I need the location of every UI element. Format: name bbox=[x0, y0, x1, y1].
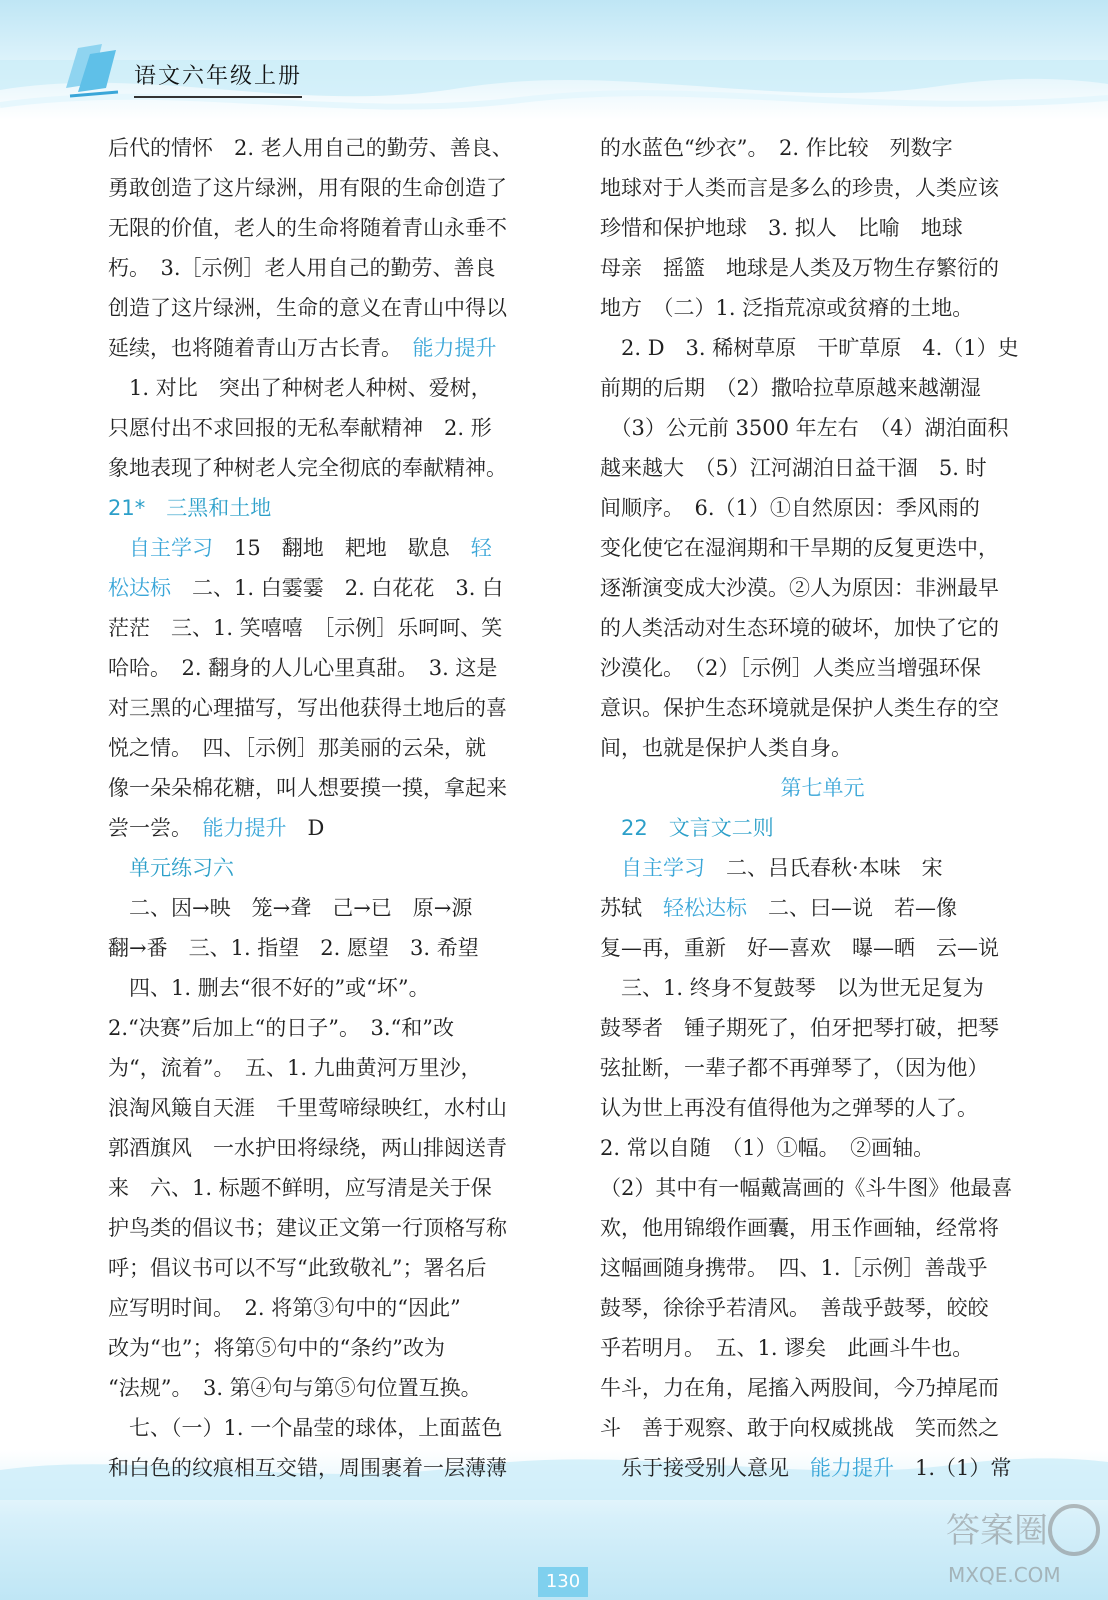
text-line bbox=[600, 1128, 1045, 1168]
answer-text: 牛斗，力在角，尾搐入两股间，今乃掉尾而 bbox=[600, 1376, 999, 1400]
answer-text: 茫茫 三、1. 笑嘻嘻 ［示例］乐呵呵、笑 bbox=[108, 616, 503, 640]
text-line bbox=[108, 648, 548, 688]
answer-text: （3）公元前 3500 年左右 （4）湖泊面积 bbox=[600, 416, 1009, 440]
text-line bbox=[108, 1008, 548, 1048]
text-line bbox=[108, 1128, 548, 1168]
text-line bbox=[108, 848, 548, 888]
lesson-heading: 22 文言文二则 bbox=[600, 816, 774, 840]
text-line bbox=[600, 608, 1045, 648]
text-line bbox=[600, 728, 1045, 768]
answer-text: 意识。保护生态环境就是保护人类生存的空 bbox=[600, 696, 999, 720]
lesson-heading: 单元练习六 bbox=[108, 856, 234, 880]
answer-text: 的人类活动对生态环境的破坏，加快了它的 bbox=[600, 616, 999, 640]
text-line bbox=[600, 1168, 1045, 1208]
answer-text: 延续，也将随着青山万古长青。 bbox=[108, 336, 392, 360]
answer-text: 来 六、1. 标题不鲜明，应写清是关于保 bbox=[108, 1176, 492, 1200]
text-line bbox=[600, 648, 1045, 688]
answer-text: 创造了这片绿洲，生命的意义在青山中得以 bbox=[108, 296, 507, 320]
answer-text: 逐渐演变成大沙漠。②人为原因：非洲最早 bbox=[600, 576, 999, 600]
text-line bbox=[600, 1048, 1045, 1088]
answer-text: 珍惜和保护地球 3. 拟人 比喻 地球 bbox=[600, 216, 963, 240]
answer-text: 地方 （二）1. 泛指荒凉或贫瘠的土地。 bbox=[600, 296, 974, 320]
text-line bbox=[600, 1208, 1045, 1248]
answer-text: 象地表现了种树老人完全彻底的奉献精神。 bbox=[108, 456, 507, 480]
text-line bbox=[108, 728, 548, 768]
text-line bbox=[108, 968, 548, 1008]
answer-text: 为“，流着”。 五、1. 九曲黄河万里沙， bbox=[108, 1056, 482, 1080]
answer-text: 浪淘风簸自天涯 千里莺啼绿映红，水村山 bbox=[108, 1096, 507, 1120]
text-line bbox=[108, 1168, 548, 1208]
text-line bbox=[108, 248, 548, 288]
text-line bbox=[600, 888, 1045, 928]
text-line bbox=[600, 168, 1045, 208]
text-line bbox=[108, 888, 548, 928]
text-line bbox=[600, 528, 1045, 568]
page-header bbox=[58, 38, 302, 98]
answer-text: 前期的后期 （2）撒哈拉草原越来越潮湿 bbox=[600, 376, 981, 400]
text-line bbox=[108, 328, 548, 368]
answer-text: 的水蓝色“纱衣”。 2. 作比较 列数字 bbox=[600, 136, 953, 160]
text-line bbox=[600, 1088, 1045, 1128]
answer-text: 四、1. 删去“很不好的”或“坏”。 bbox=[108, 976, 430, 1000]
answer-text: 弦扯断，一辈子都不再弹琴了，（因为他） bbox=[600, 1056, 989, 1080]
answer-text: 2. D 3. 稀树草原 干旷草原 4.（1）史 bbox=[600, 336, 1019, 360]
unit-heading: 第七单元 bbox=[780, 776, 865, 800]
text-line bbox=[600, 368, 1045, 408]
text-line bbox=[108, 1328, 548, 1368]
answer-text: 二、曰—说 若—像 bbox=[747, 896, 957, 920]
answer-text: 鼓琴，徐徐乎若清风。 善哉乎鼓琴，皎皎 bbox=[600, 1296, 989, 1320]
answer-text: 郭酒旗风 一水护田将绿绕，两山排闼送青 bbox=[108, 1136, 507, 1160]
answer-text: 鼓琴者 锺子期死了，伯牙把琴打破，把琴 bbox=[600, 1016, 999, 1040]
text-line bbox=[108, 1208, 548, 1248]
text-line bbox=[600, 1448, 1045, 1488]
text-line bbox=[600, 688, 1045, 728]
text-line bbox=[108, 1448, 548, 1488]
answer-text: 三、1. 终身不复鼓琴 以为世无足复为 bbox=[600, 976, 984, 1000]
answer-text: 七、（一）1. 一个晶莹的球体，上面蓝色 bbox=[108, 1416, 503, 1440]
text-line bbox=[108, 1288, 548, 1328]
text-line bbox=[600, 288, 1045, 328]
answer-text: 悦之情。 四、［示例］那美丽的云朵，就 bbox=[108, 736, 486, 760]
text-line bbox=[600, 808, 1045, 848]
answer-text: 复—再，重新 好—喜欢 曝—晒 云—说 bbox=[600, 936, 999, 960]
section-label: 轻 bbox=[470, 536, 492, 560]
watermark-logo bbox=[942, 1490, 1102, 1595]
answer-text: 乐于接受别人意见 bbox=[600, 1456, 810, 1480]
answer-text: 地球对于人类而言是多么的珍贵，人类应该 bbox=[600, 176, 999, 200]
answer-text: 认为世上再没有值得他为之弹琴的人了。 bbox=[600, 1096, 978, 1120]
book-title: 语文六年级上册 bbox=[134, 59, 302, 98]
text-line bbox=[108, 168, 548, 208]
text-line bbox=[108, 1248, 548, 1288]
answer-text: 对三黑的心理描写，写出他获得土地后的喜 bbox=[108, 696, 507, 720]
text-line bbox=[108, 608, 548, 648]
text-line bbox=[600, 488, 1045, 528]
answer-text: 2.“决赛”后加上“的日子”。 3.“和”改 bbox=[108, 1016, 454, 1040]
answer-text: 呼；倡议书可以不写“此致敬礼”；署名后 bbox=[108, 1256, 487, 1280]
text-line bbox=[600, 568, 1045, 608]
text-line bbox=[108, 528, 548, 568]
section-label: 轻松达标 bbox=[663, 896, 747, 920]
answer-text: 勇敢创造了这片绿洲，用有限的生命创造了 bbox=[108, 176, 507, 200]
answer-text: 1.（1）常 bbox=[894, 1456, 1012, 1480]
text-line bbox=[108, 488, 548, 528]
section-label: 能力提升 bbox=[391, 336, 497, 360]
text-line bbox=[108, 688, 548, 728]
answer-text: “法规”。 3. 第④句与第⑤句位置互换。 bbox=[108, 1376, 482, 1400]
answer-text: 后代的情怀 2. 老人用自己的勤劳、善良、 bbox=[108, 136, 513, 160]
right-column bbox=[600, 128, 1045, 1488]
answer-text: D bbox=[286, 816, 325, 840]
answer-text: 2. 常以自随 （1）①幅。 ②画轴。 bbox=[600, 1136, 935, 1160]
answer-text: 间，也就是保护人类自身。 bbox=[600, 736, 852, 760]
text-line bbox=[600, 968, 1045, 1008]
text-line bbox=[108, 1368, 548, 1408]
answer-text: 二、1. 白霎霎 2. 白花花 3. 白 bbox=[171, 576, 504, 600]
text-line bbox=[600, 1408, 1045, 1448]
answer-text: 15 翻地 耙地 歇息 bbox=[213, 536, 471, 560]
text-line bbox=[108, 1048, 548, 1088]
answer-text: 无限的价值，老人的生命将随着青山永垂不 bbox=[108, 216, 507, 240]
section-label: 能力提升 bbox=[810, 1456, 894, 1480]
answer-text: 应写明时间。 2. 将第③句中的“因此” bbox=[108, 1296, 461, 1320]
answer-text: 和白色的纹痕相互交错，周围裹着一层薄薄 bbox=[108, 1456, 507, 1480]
text-line bbox=[108, 208, 548, 248]
answer-text: 朽。 3.［示例］老人用自己的勤劳、善良 bbox=[108, 256, 496, 280]
answer-text: 二、吕氏春秋·本味 宋 bbox=[705, 856, 943, 880]
answer-text: 哈哈。 2. 翻身的人儿心里真甜。 3. 这是 bbox=[108, 656, 498, 680]
text-line bbox=[108, 568, 548, 608]
answer-text: 1. 对比 突出了种树老人种树、爱树， bbox=[108, 376, 492, 400]
answer-text: 苏轼 bbox=[600, 896, 663, 920]
text-line bbox=[600, 1328, 1045, 1368]
text-line bbox=[600, 1288, 1045, 1328]
answer-text: 护鸟类的倡议书；建议正文第一行顶格写称 bbox=[108, 1216, 507, 1240]
text-line bbox=[600, 408, 1045, 448]
text-line bbox=[108, 1088, 548, 1128]
text-line bbox=[600, 768, 1045, 808]
answer-text: 像一朵朵棉花糖，叫人想要摸一摸，拿起来 bbox=[108, 776, 507, 800]
answer-text: 改为“也”；将第⑤句中的“条约”改为 bbox=[108, 1336, 445, 1360]
answer-text: 乎若明月。 五、1. 谬矣 此画斗牛也。 bbox=[600, 1336, 974, 1360]
answer-text: 越来越大 （5）江河湖泊日益干涸 5. 时 bbox=[600, 456, 987, 480]
answer-text: 二、因→映 笼→聋 己→已 原→源 bbox=[108, 896, 473, 920]
watermark-title: 答案圈 bbox=[946, 1511, 1048, 1551]
text-line bbox=[600, 1248, 1045, 1288]
answer-text: 欢，他用锦缎作画囊，用玉作画轴，经常将 bbox=[600, 1216, 999, 1240]
answer-text: 变化使它在湿润期和干旱期的反复更迭中， bbox=[600, 536, 999, 560]
answer-text: （2）其中有一幅戴嵩画的《斗牛图》他最喜 bbox=[600, 1176, 1013, 1200]
page-number: 130 bbox=[538, 1567, 588, 1597]
left-column bbox=[108, 128, 548, 1488]
answer-text: 间顺序。 6.（1）①自然原因：季风雨的 bbox=[600, 496, 980, 520]
text-line bbox=[600, 248, 1045, 288]
section-label: 自主学习 bbox=[600, 856, 705, 880]
text-line bbox=[600, 448, 1045, 488]
text-line bbox=[600, 128, 1045, 168]
section-label: 松达标 bbox=[108, 576, 171, 600]
text-line bbox=[108, 368, 548, 408]
text-line bbox=[600, 928, 1045, 968]
text-line bbox=[108, 128, 548, 168]
text-line bbox=[600, 328, 1045, 368]
section-label: 能力提升 bbox=[181, 816, 287, 840]
watermark-url: MXQE.COM bbox=[948, 1563, 1061, 1587]
text-line bbox=[600, 1008, 1045, 1048]
text-line bbox=[108, 408, 548, 448]
section-label: 自主学习 bbox=[108, 536, 213, 560]
text-line bbox=[108, 448, 548, 488]
text-line bbox=[108, 768, 548, 808]
book-logo-icon bbox=[58, 38, 128, 98]
answer-text: 斗 善于观察、敢于向权威挑战 笑而然之 bbox=[600, 1416, 999, 1440]
text-line bbox=[108, 808, 548, 848]
text-line bbox=[600, 848, 1045, 888]
text-line bbox=[108, 928, 548, 968]
text-line bbox=[600, 1368, 1045, 1408]
answer-text: 翻→番 三、1. 指望 2. 愿望 3. 希望 bbox=[108, 936, 479, 960]
answer-text: 尝一尝。 bbox=[108, 816, 182, 840]
text-line bbox=[108, 1408, 548, 1448]
answer-text: 沙漠化。 （2）［示例］人类应当增强环保 bbox=[600, 656, 981, 680]
answer-text: 只愿付出不求回报的无私奉献精神 2. 形 bbox=[108, 416, 492, 440]
answer-text: 母亲 摇篮 地球是人类及万物生存繁衍的 bbox=[600, 256, 999, 280]
text-line bbox=[600, 208, 1045, 248]
answer-text: 这幅画随身携带。 四、1.［示例］善哉乎 bbox=[600, 1256, 988, 1280]
text-line bbox=[108, 288, 548, 328]
lesson-heading: 21* 三黑和土地 bbox=[108, 496, 272, 520]
